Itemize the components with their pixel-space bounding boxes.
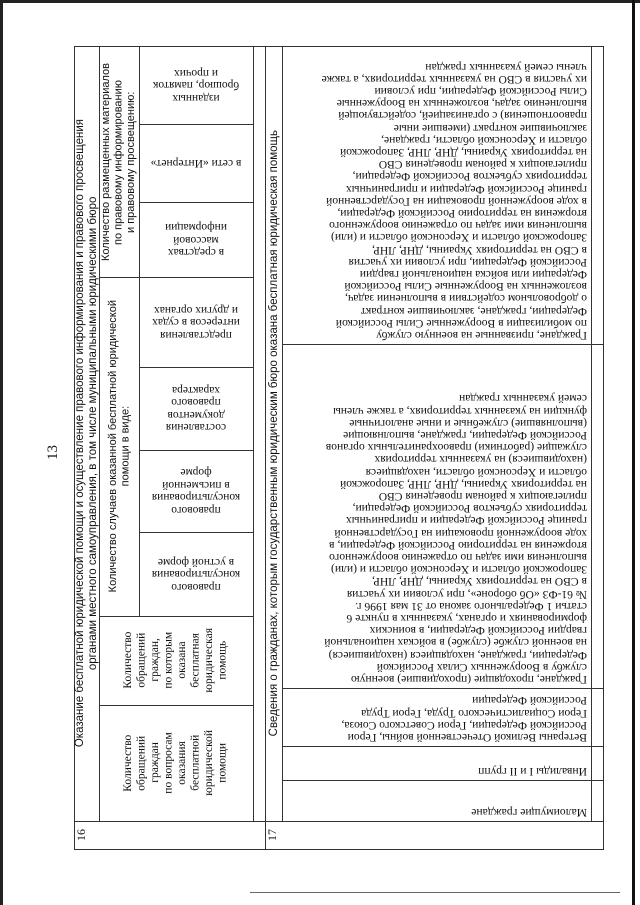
header-text: Количество случаев оказанной бесплатной юридической помощи в виде: [106, 300, 131, 593]
section-16-title [74, 46, 99, 821]
divider [253, 46, 254, 821]
scan-border-right [632, 0, 635, 905]
cell-text: составления документов правового характера [165, 384, 227, 434]
header-text: Количество обращений граждан по вопросам оказания бесплатной юридической помощи [122, 730, 229, 796]
scan-border-top [0, 0, 640, 3]
cell-text: правового консультирования в устной форме [151, 555, 241, 593]
header-cell-internet [139, 124, 253, 202]
section-title-text: Сведения о гражданах, которым государственным юридическим бюро оказана бесплатная юридическая помощь [267, 130, 280, 737]
cell-text: представления интересов в судах и других органах [152, 303, 240, 341]
header-cell-documents [139, 367, 253, 450]
category-text: Малоимущие граждане [471, 806, 587, 819]
header-requests-helped [99, 616, 253, 705]
category-text: Граждане, проходящие (проходившие) военную службу в Вооруженных Силах Российской Федерации, граждане, находящиеся (находившиеся) на военной службе (службе) в войсках национальной гвардии Российской Федерации, в воинских формированиях и органах, указанных в пункте 6 статьи 1 Федерального закона от 31 мая 1996 г. № 61-ФЗ «Об обороне», при условии их участия в СВО на территориях Украины, ДНР, ЛНР, Запорожской области и Херсонской области и (или) выполнения ими задач по отражению вооруженного вторжения на территорию Российской Федерации, в ходе вооруженной провокации на Государственной границе Российской Федерации и приграничных территориях субъектов Российской Федерации, прилегающих к районам проведения СВО на территориях Украины, ДНР, ЛНР, Запорожской области и Херсонской области, находящиеся (находившиеся) на указанных территориях служащие (работники) правоохранительных органов Российской Федерации, граждане, выполняющие (выполнявшие) служебные и иные аналогичные функции на указанных территориях, а также члены семей указанных граждан [324, 392, 587, 686]
cell-text: в сети «Интернет» [150, 157, 242, 170]
header-cell-publications [139, 46, 253, 124]
header-requests-total [99, 705, 253, 821]
row-number-16 [74, 821, 88, 849]
category-servicemen [282, 344, 591, 688]
header-text: Количество обращений граждан, по которым оказана бесплатная юридическая помощь [122, 628, 229, 693]
header-cell-representation [139, 277, 253, 367]
divider [74, 821, 604, 822]
category-low-income [282, 780, 591, 821]
scan-border-left [0, 0, 3, 905]
category-text: Инвалиды I и II групп [478, 765, 587, 778]
row-number-17 [265, 821, 279, 849]
header-materials-group [99, 46, 139, 277]
cell-text: изданных брошюр, памяток и прочих [152, 66, 240, 104]
page-number [40, 430, 66, 474]
page-number-text: 13 [44, 444, 61, 460]
category-mobilized [282, 46, 591, 344]
category-text: Ветераны Великой Отечественной войны, Герои Российской Федерации, Герои Советского Союза, Герои Социалистического Труда, Герои Труда Российской Федерации [341, 694, 587, 744]
header-text: Количество размещенных материалов по правовому информированию и правовому просвещению: [100, 62, 138, 261]
divider [591, 46, 592, 821]
cell-text: в средствах массовой информации [165, 221, 227, 259]
section-17-title [265, 46, 282, 821]
category-veterans [282, 688, 591, 746]
header-cell-mass-media [139, 202, 253, 277]
row-number-text: 17 [264, 829, 279, 841]
header-cell-oral-consult [139, 532, 253, 616]
row-number-text: 16 [73, 829, 88, 841]
header-cases-group [99, 277, 139, 616]
section-title-text: Оказание бесплатной юридической помощи и осуществление правового информирования и правового просвещения органами местного самоуправления, в том числе муниципальными юридическими бюро [73, 119, 99, 748]
cell-text: правового консультирования в письменной форме [151, 466, 241, 516]
category-disabled [282, 746, 591, 780]
scan-border-bottom [250, 892, 620, 893]
category-text: Граждане, призванные на военную службу по мобилизации в Вооруженные Силы Российской Федерации, граждане, заключившие контракт о добровольном содействии в выполнении задач, возложенных на Вооруженные Силы Российской Федерации или войска национальной гвардии Российской Федерации, при условии их участия в СВО на территориях Украины, ДНР, ЛНР, Запорожской области и Херсонской области и (или) выполнения ими задач по отражению вооруженного вторжения на территорию Российской Федерации, в ходе вооруженной провокации на Государственной границе Российской Федерации и приграничных территориях субъектов Российской Федерации, прилегающих к районам проведения СВО на территориях Украины, ДНР, ЛНР, Запорожской области и Херсонской области, граждане, заключившие контракт (имевшие иные правоотношения) с организацией, содействующей выполнению задач, возложенных на Вооруженные Силы Российской Федерации, при условии их участия в СВО на указанных территориях, а также члены семей указанных граждан [321, 60, 587, 342]
header-cell-written-consult [139, 450, 253, 532]
